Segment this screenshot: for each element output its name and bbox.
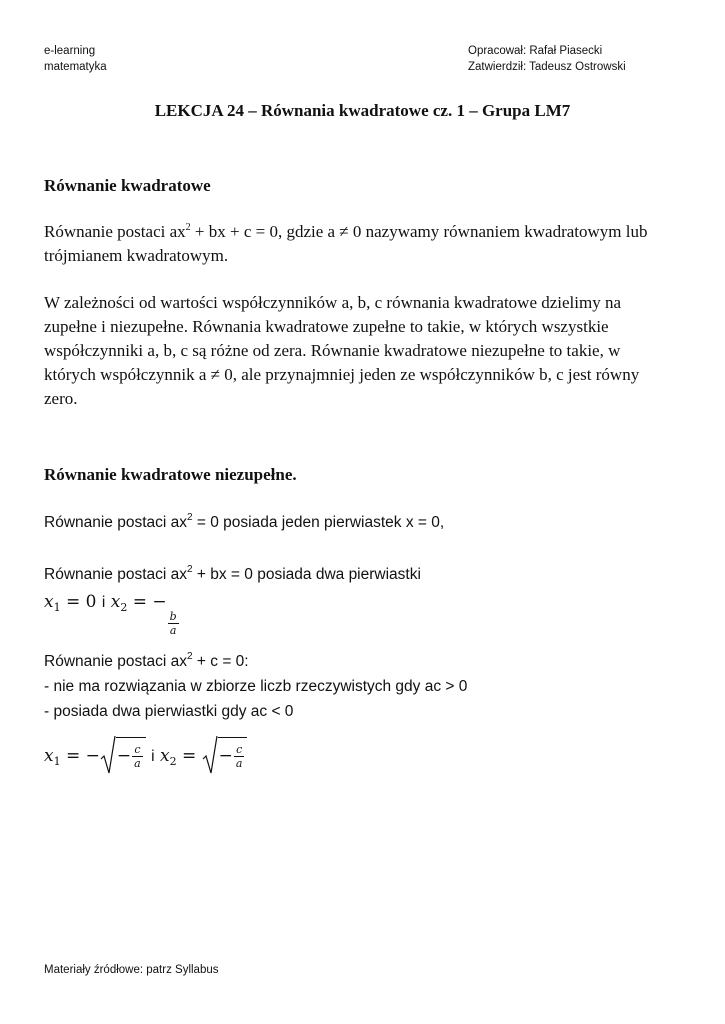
formula1-x1: $x_1$ xyxy=(44,592,61,614)
formula1-and: i xyxy=(101,594,106,611)
sqrt-body-1: − $\frac{c}{a}$ xyxy=(116,737,146,774)
formula1-numerator: b xyxy=(169,610,177,623)
definition-text-start: Równanie postaci ax xyxy=(44,222,186,241)
formula1-denominator: a xyxy=(169,624,177,637)
formula2-eq: = xyxy=(176,746,202,766)
formula2-x2: $x_2$ xyxy=(159,746,177,768)
sqrt-body-2: − $\frac{c}{a}$ xyxy=(218,737,248,774)
formula2-and: i xyxy=(151,748,155,765)
formula1-eq-zero: = 0 xyxy=(60,592,102,612)
header-approver: Zatwierdził: Tadeusz Ostrowski xyxy=(468,61,626,73)
sqrt-radical-2 xyxy=(202,735,218,775)
formula1-fraction xyxy=(168,610,179,637)
case3-line xyxy=(44,650,249,674)
case2-text-end: + bx = 0 posiada dwa pierwiastki xyxy=(192,566,421,583)
header-right xyxy=(468,43,626,75)
formula2-x1: $x_1$ xyxy=(44,746,61,768)
classification-paragraph: W zależności od wartości współczynników a, b, c równania kwadratowe dzielimy na zupełne i niezupełne. Równania kwadratowe zupełne to takie, w których wszystkie współczynniki a, b, c są różne od zera. Równanie kwadratowe niezupełne to takie, w których współczynnik a ≠ 0, ale przynajmniej jeden ze współczynników b, c jest równy zero. xyxy=(44,293,640,408)
header-subject-line1: e-learning xyxy=(44,45,96,57)
header-subject-line2: matematyka xyxy=(44,61,107,73)
header-author: Opracował: Rafał Piasecki xyxy=(468,45,603,57)
formula2-eq-minus: = − xyxy=(60,746,100,766)
case3-bullet-no-solution: - nie ma rozwiązania w zbiorze liczb rzeczywistych gdy ac > 0 xyxy=(44,678,468,695)
formula1-eq-minus: = − xyxy=(127,592,167,612)
definition-exponent: 2 xyxy=(185,222,191,233)
case1-text-start: Równanie postaci ax xyxy=(44,514,188,531)
case3-exponent: 2 xyxy=(187,651,193,662)
case2-line xyxy=(44,563,421,587)
case3-text-end: + c = 0: xyxy=(192,653,249,670)
case2-text-start: Równanie postaci ax xyxy=(44,566,188,583)
sqrt-radical-1 xyxy=(100,735,116,775)
section-heading-quadratic: Równanie kwadratowe xyxy=(44,176,211,195)
case2-exponent: 2 xyxy=(187,564,193,575)
formula2-fraction-2: $\frac{c}{a}$ xyxy=(235,742,243,770)
case3-text-start: Równanie postaci ax xyxy=(44,653,188,670)
case1-line xyxy=(44,511,444,535)
definition-text-end: + bx + c = 0, gdzie a ≠ 0 nazywamy równaniem kwadratowym lub trójmianem kwadratowym. xyxy=(44,222,648,265)
footer-sources: Materiały źródłowe: patrz Syllabus xyxy=(44,964,219,976)
section-heading-incomplete: Równanie kwadratowe niezupełne. xyxy=(44,465,297,484)
case1-exponent: 2 xyxy=(187,512,193,523)
formula2-fraction-1: $\frac{c}{a}$ xyxy=(134,742,141,770)
header-left xyxy=(44,43,107,75)
definition-paragraph xyxy=(44,220,676,268)
formula-roots-c xyxy=(44,735,247,775)
case3-bullet-two-roots: - posiada dwa pierwiastki gdy ac < 0 xyxy=(44,703,294,720)
page-title: LEKCJA 24 – Równania kwadratowe cz. 1 – Grupa LM7 xyxy=(154,101,571,120)
formula-roots-bx xyxy=(44,592,180,637)
case1-text-end: = 0 posiada jeden pierwiastek x = 0, xyxy=(192,514,445,531)
formula1-x2: $x_2$ xyxy=(110,592,128,614)
